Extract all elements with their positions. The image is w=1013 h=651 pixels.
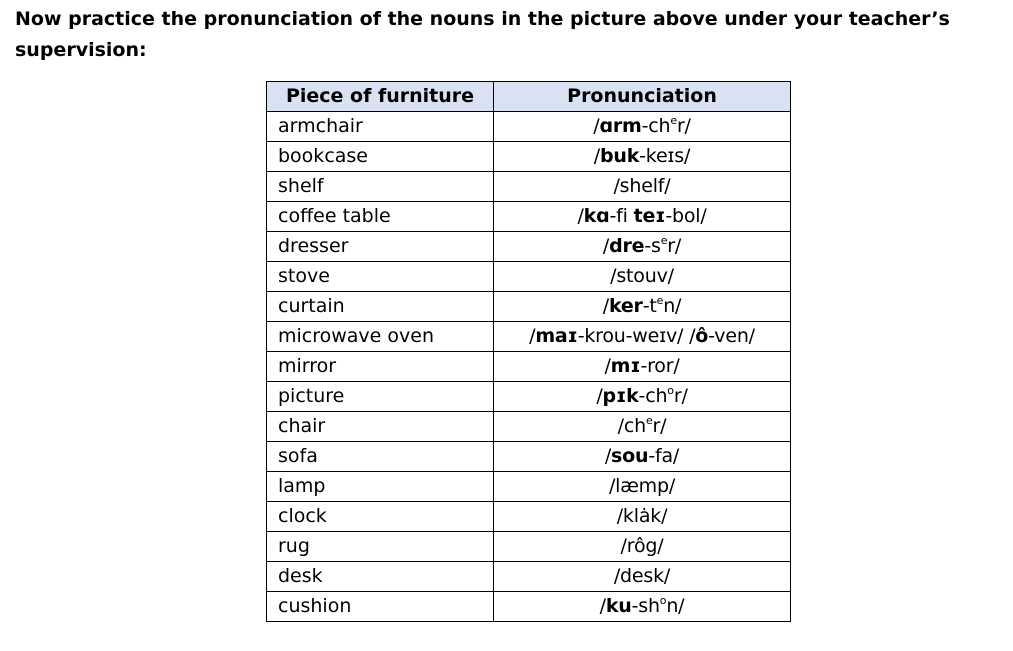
furniture-name-cell: curtain [267,292,494,322]
stressed-syllable: mɪ [610,355,641,377]
furniture-name-cell: shelf [267,172,494,202]
table-row [267,292,791,322]
table-row [267,232,791,262]
pronunciation-segment: / [593,115,600,137]
pronunciation-segment: / [529,325,536,347]
pronunciation-cell [494,262,791,292]
table-row [267,352,791,382]
furniture-name-cell: mirror [267,352,494,382]
pronunciation-segment: r/ [673,385,688,407]
pronunciation-cell [494,472,791,502]
stressed-syllable: dre [609,235,645,257]
stressed-syllable: buk [599,145,640,167]
instruction-heading: Now practice the pronunciation of the nouns in the picture above under your teacher’s supervision: [15,8,950,61]
pronunciation-segment: n/ [666,595,685,617]
pronunciation-cell [494,502,791,532]
stressed-syllable: teɪ [633,205,666,227]
table-row [267,382,791,412]
pronunciation-segment: / [604,355,611,377]
furniture-name-cell: dresser [267,232,494,262]
furniture-name-cell: cushion [267,592,494,622]
pronunciation-cell [494,202,791,232]
furniture-name-cell: bookcase [267,142,494,172]
pronunciation-cell [494,322,791,352]
furniture-name-cell: armchair [267,112,494,142]
table-row [267,472,791,502]
table-row [267,532,791,562]
pronunciation-segment: -ch [638,385,668,407]
superscript-segment: e [645,414,653,427]
pronunciation-segment: / [593,145,600,167]
stressed-syllable: sou [611,445,649,467]
table-row [267,502,791,532]
table-header-row [267,82,791,112]
pronunciation-segment: /stouv/ [610,265,674,287]
pronunciation-segment: /rôg/ [620,535,664,557]
stressed-syllable: ker [608,295,643,317]
pronunciation-segment: -ven/ [708,325,755,347]
table-row [267,142,791,172]
pronunciation-cell [494,592,791,622]
pronunciation-segment: / [599,595,606,617]
pronunciation-cell [494,142,791,172]
pronunciation-segment: -ror/ [640,355,680,377]
stressed-syllable: ô [695,325,709,347]
pronunciation-cell [494,232,791,262]
superscript-segment: e [670,114,677,127]
furniture-name-cell: rug [267,532,494,562]
furniture-name-cell: desk [267,562,494,592]
pronunciation-cell [494,352,791,382]
pronunciation-segment: / [602,295,609,317]
stressed-syllable: ku [605,595,632,617]
pronunciation-segment: /desk/ [613,565,671,587]
stressed-syllable: ɑrm [599,115,642,137]
furniture-name-cell: stove [267,262,494,292]
pronunciation-cell [494,112,791,142]
table-row [267,262,791,292]
stressed-syllable: kɑ [583,205,610,227]
pronunciation-segment: /shelf/ [613,175,671,197]
table-row [267,562,791,592]
pronunciation-segment: -s [644,235,661,257]
furniture-name-cell: clock [267,502,494,532]
pronunciation-segment: -bol/ [665,205,707,227]
table-row [267,592,791,622]
superscript-segment: o [667,384,674,397]
stressed-syllable: pɪk [602,385,639,407]
pronunciation-segment: -fa/ [648,445,680,467]
pronunciation-cell [494,442,791,472]
pronunciation-segment: / [604,445,612,467]
pronunciation-segment: -t [642,295,657,317]
pronunciation-segment: r/ [652,415,667,437]
pronunciation-cell [494,532,791,562]
stressed-syllable: maɪ [535,325,578,347]
pronunciation-segment: /læmp/ [608,475,676,497]
table-body [267,112,791,622]
header-piece-of-furniture: Piece of furniture [267,82,494,112]
furniture-name-cell: chair [267,412,494,442]
pronunciation-segment: / [577,205,584,227]
pronunciation-segment: /ch [617,415,646,437]
furniture-name-cell: picture [267,382,494,412]
pronunciation-cell [494,172,791,202]
pronunciation-segment: n/ [663,295,682,317]
pronunciation-cell [494,292,791,322]
table-row [267,322,791,352]
pronunciation-cell [494,562,791,592]
pronunciation-segment: / [596,385,603,407]
pronunciation-cell [494,412,791,442]
furniture-name-cell: microwave oven [267,322,494,352]
table-row [267,112,791,142]
pronunciation-segment: -keɪs/ [639,145,691,167]
superscript-segment: e [660,234,668,247]
header-pronunciation: Pronunciation [494,82,791,112]
table-row [267,202,791,232]
furniture-name-cell: sofa [267,442,494,472]
table-row [267,442,791,472]
table-row [267,172,791,202]
superscript-segment: o [659,594,667,607]
furniture-pronunciation-table [266,81,791,622]
furniture-name-cell: lamp [267,472,494,502]
pronunciation-segment: /klȧk/ [616,505,668,527]
pronunciation-segment: -krou-weɪv/ / [577,325,696,347]
pronunciation-segment: / [602,235,610,257]
furniture-name-cell: coffee table [267,202,494,232]
pronunciation-segment: r/ [667,235,682,257]
superscript-segment: e [656,294,664,307]
pronunciation-segment: r/ [676,115,691,137]
pronunciation-cell [494,382,791,412]
pronunciation-segment: -fi [609,205,634,227]
table-row [267,412,791,442]
pronunciation-segment: -ch [641,115,671,137]
pronunciation-segment: -sh [631,595,660,617]
